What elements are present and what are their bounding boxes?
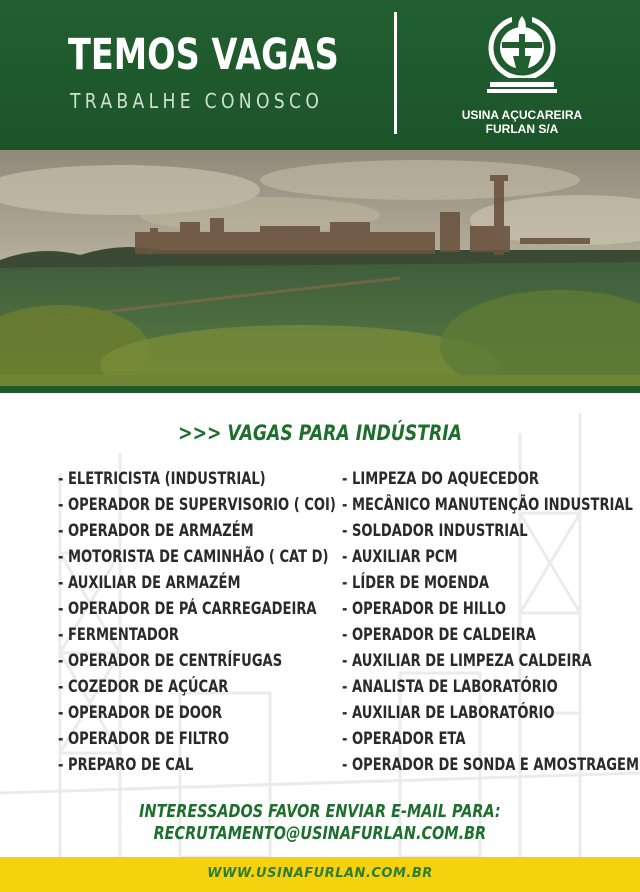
- company-name: [440, 108, 604, 136]
- job-item: - COZEDOR DE AÇÚCAR: [58, 677, 229, 697]
- company-name-line1: USINA AÇUCAREIRA: [461, 108, 583, 122]
- job-item: - PREPARO DE CAL: [58, 755, 194, 775]
- job-item: - OPERADOR DE CALDEIRA: [342, 625, 536, 645]
- company-name-line2: FURLAN S/A: [485, 122, 559, 136]
- job-item: - SOLDADOR INDUSTRIAL: [342, 521, 528, 541]
- section-title: [0, 421, 640, 445]
- job-item: - AUXILIAR PCM: [342, 547, 458, 567]
- section-title-text: >>> VAGAS PARA INDÚSTRIA: [178, 421, 462, 445]
- header-divider: [394, 12, 397, 134]
- job-item: - AUXILIAR DE ARMAZÉM: [58, 573, 241, 593]
- job-item: - LÍDER DE MOENDA: [342, 573, 490, 593]
- job-item: - OPERADOR DE FILTRO: [58, 729, 229, 749]
- job-list-right: [342, 466, 640, 778]
- contact-instructions: INTERESSADOS FAVOR ENVIAR E-MAIL PARA:: [139, 801, 501, 822]
- header-banner: [0, 0, 640, 150]
- job-item: - ELETRICISTA (INDUSTRIAL): [58, 469, 266, 489]
- factory-photo: [0, 150, 640, 393]
- job-item: - OPERADOR DE HILLO: [342, 599, 507, 619]
- contact-email-link[interactable]: RECRUTAMENTO@USINAFURLAN.COM.BR: [153, 823, 487, 844]
- job-item: - OPERADOR DE SONDA E AMOSTRAGEM: [342, 755, 639, 775]
- factory-landscape-illustration: [0, 150, 640, 393]
- job-item: - MOTORISTA DE CAMINHÃO ( CAT D): [58, 547, 329, 567]
- job-item: - AUXILIAR DE LABORATÓRIO: [342, 703, 555, 723]
- job-item: - OPERADOR DE DOOR: [58, 703, 223, 723]
- job-item: - MECÂNICO MANUTENÇÃO INDUSTRIAL: [342, 495, 633, 515]
- headline: TEMOS VAGAS: [68, 30, 339, 80]
- footer-bar: [0, 857, 640, 892]
- job-item: - OPERADOR DE ARMAZÉM: [58, 521, 254, 541]
- job-item: - FERMENTADOR: [58, 625, 179, 645]
- website-link[interactable]: WWW.USINAFURLAN.COM.BR: [207, 866, 433, 881]
- job-item: - OPERADOR DE CENTRÍFUGAS: [58, 651, 283, 671]
- job-item: - OPERADOR ETA: [342, 729, 466, 749]
- job-item: - LIMPEZA DO AQUECEDOR: [342, 469, 539, 489]
- job-item: - OPERADOR DE PÁ CARREGADEIRA: [58, 599, 317, 619]
- usina-furlan-logo-icon: [487, 12, 557, 98]
- job-item: - OPERADOR DE SUPERVISORIO ( COI): [58, 495, 336, 515]
- job-item: - AUXILIAR DE LIMPEZA CALDEIRA: [342, 651, 592, 671]
- subline: TRABALHE CONOSCO: [70, 89, 324, 113]
- job-item: - ANALISTA DE LABORATÓRIO: [342, 677, 558, 697]
- contact-block: [0, 801, 640, 845]
